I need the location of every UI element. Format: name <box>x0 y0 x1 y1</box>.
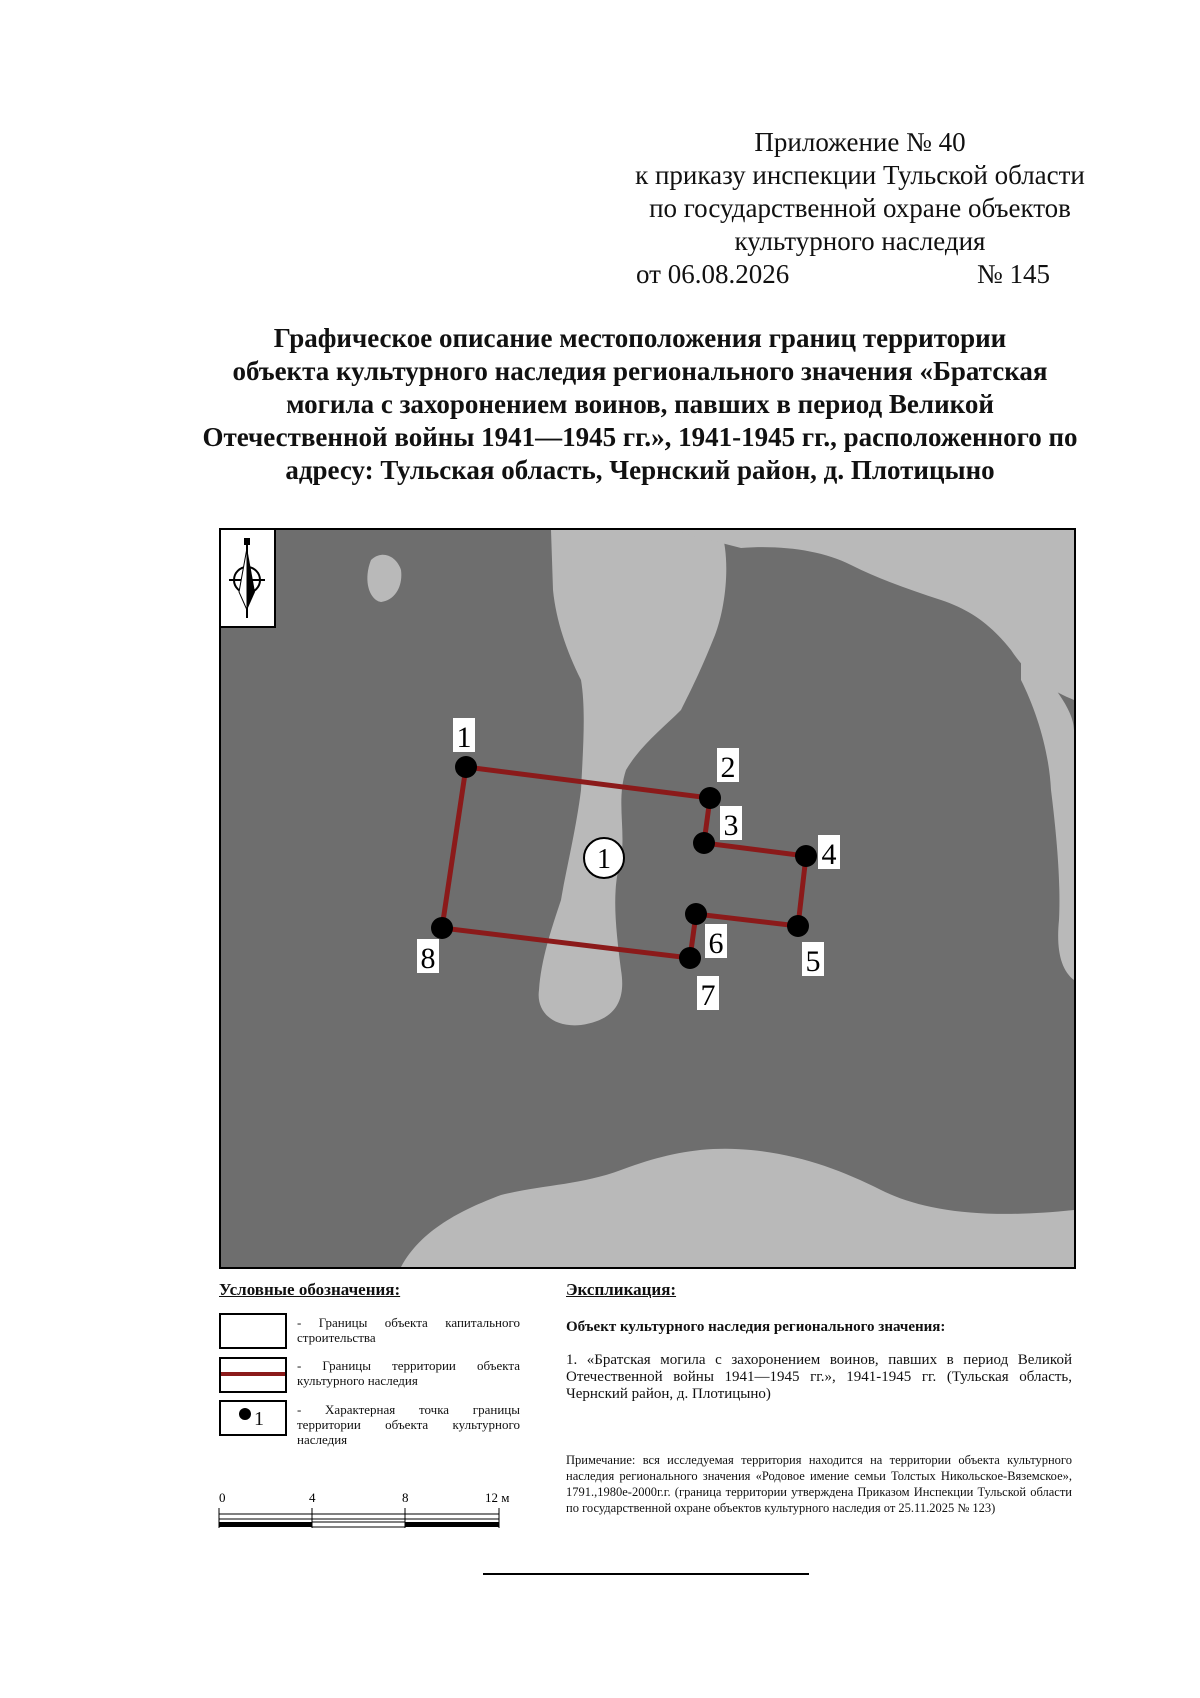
title-line: Графическое описание местоположения границ территории <box>273 323 1007 353</box>
legend-text-territory-boundary: - Границы территории объекта культурного наследия <box>297 1358 520 1388</box>
legend-point-sample-label: 1 <box>254 1408 264 1430</box>
legend-title: Условные обозначения: <box>219 1280 401 1299</box>
title-line: могила с захоронением воинов, павших в период Великой <box>286 389 994 419</box>
object-marker <box>584 838 624 878</box>
object-marker-label: 1 <box>597 844 611 875</box>
document-title <box>160 322 1120 487</box>
legend-swatch-capital-construction <box>219 1313 287 1349</box>
order-date: от 06.08.2026 <box>636 259 790 289</box>
legend-swatch-boundary-point <box>219 1400 287 1436</box>
north-arrow <box>221 530 276 628</box>
order-line: по государственной охране объектов <box>649 193 1071 223</box>
boundary-point-label: 8 <box>420 942 436 975</box>
order-number: № 145 <box>976 259 1050 289</box>
title-line: объекта культурного наследия регионального значения «Братская <box>232 356 1048 386</box>
scale-tick-label: 4 <box>309 1490 316 1505</box>
map <box>219 528 1076 1269</box>
title-line: адресу: Тульская область, Чернский район, д. Плотицыно <box>285 455 995 485</box>
scale-bar <box>217 1490 527 1541</box>
scale-tick-label: 0 <box>219 1490 226 1505</box>
title-line: Отечественной войны 1941—1945 гг.», 1941-1945 гг., расположенного по <box>202 422 1078 452</box>
appendix-number: Приложение № 40 <box>754 127 966 157</box>
legend-text-boundary-point: - Характерная точка границы территории объекта культурного наследия <box>297 1402 520 1447</box>
boundary-point-label: 3 <box>723 809 739 842</box>
map-canvas <box>221 530 1074 1267</box>
boundary-point-label: 5 <box>805 945 821 978</box>
boundary-point-label: 7 <box>700 979 716 1012</box>
date-number-row <box>600 258 1120 291</box>
explication-title: Экспликация: <box>566 1280 677 1299</box>
order-line: к приказу инспекции Тульской области <box>635 160 1085 190</box>
light-terrain-northwest <box>367 555 401 602</box>
boundary-point-2 <box>699 748 739 809</box>
legend-text-capital-construction: - Границы объекта капитального строительства <box>297 1315 520 1345</box>
north-arrow-icon <box>221 530 274 626</box>
footer-rule <box>483 1573 809 1575</box>
light-terrain-northeast <box>671 530 1074 700</box>
boundary-point-5 <box>787 915 824 978</box>
scale-tick-label: 8 <box>402 1490 409 1505</box>
light-terrain-south <box>401 1149 1074 1267</box>
order-line: культурного наследия <box>734 226 986 256</box>
boundary-point-1 <box>453 718 477 778</box>
appendix-header <box>600 126 1120 291</box>
legend-swatch-territory-boundary <box>219 1357 287 1393</box>
scale-tick-label: 12 м <box>485 1490 510 1505</box>
explication-item: 1. «Братская могила с захоронением воинов, павших в период Великой Отечественной войны 1941—1945 гг.», 1941-1945 гг. (Тульская область, Чернский район, д. Плотицыно) <box>566 1352 1072 1402</box>
boundary-point-label: 4 <box>821 838 837 871</box>
boundary-point-label: 1 <box>456 721 472 754</box>
boundary-point-4 <box>795 835 840 871</box>
scale-bar-graphic <box>217 1490 527 1536</box>
boundary-point-icon <box>239 1408 251 1420</box>
explication-subtitle: Объект культурного наследия регионального значения: <box>566 1319 946 1335</box>
explication-note: Примечание: вся исследуемая территория находится на территории объекта культурного наследия регионального значения «Родовое имение семьи Толстых Никольское-Вяземское», 1791.,1980е-2000г.г. (граница территории утверждена Приказом Инспекции Тульской области по государственной охране объектов культурного наследия от 25.11.2025 № 123) <box>566 1453 1072 1515</box>
boundary-point-label: 2 <box>720 751 736 784</box>
boundary-point-8 <box>417 917 453 975</box>
light-terrain-east <box>1021 650 1074 980</box>
boundary-point-label: 6 <box>708 927 724 960</box>
